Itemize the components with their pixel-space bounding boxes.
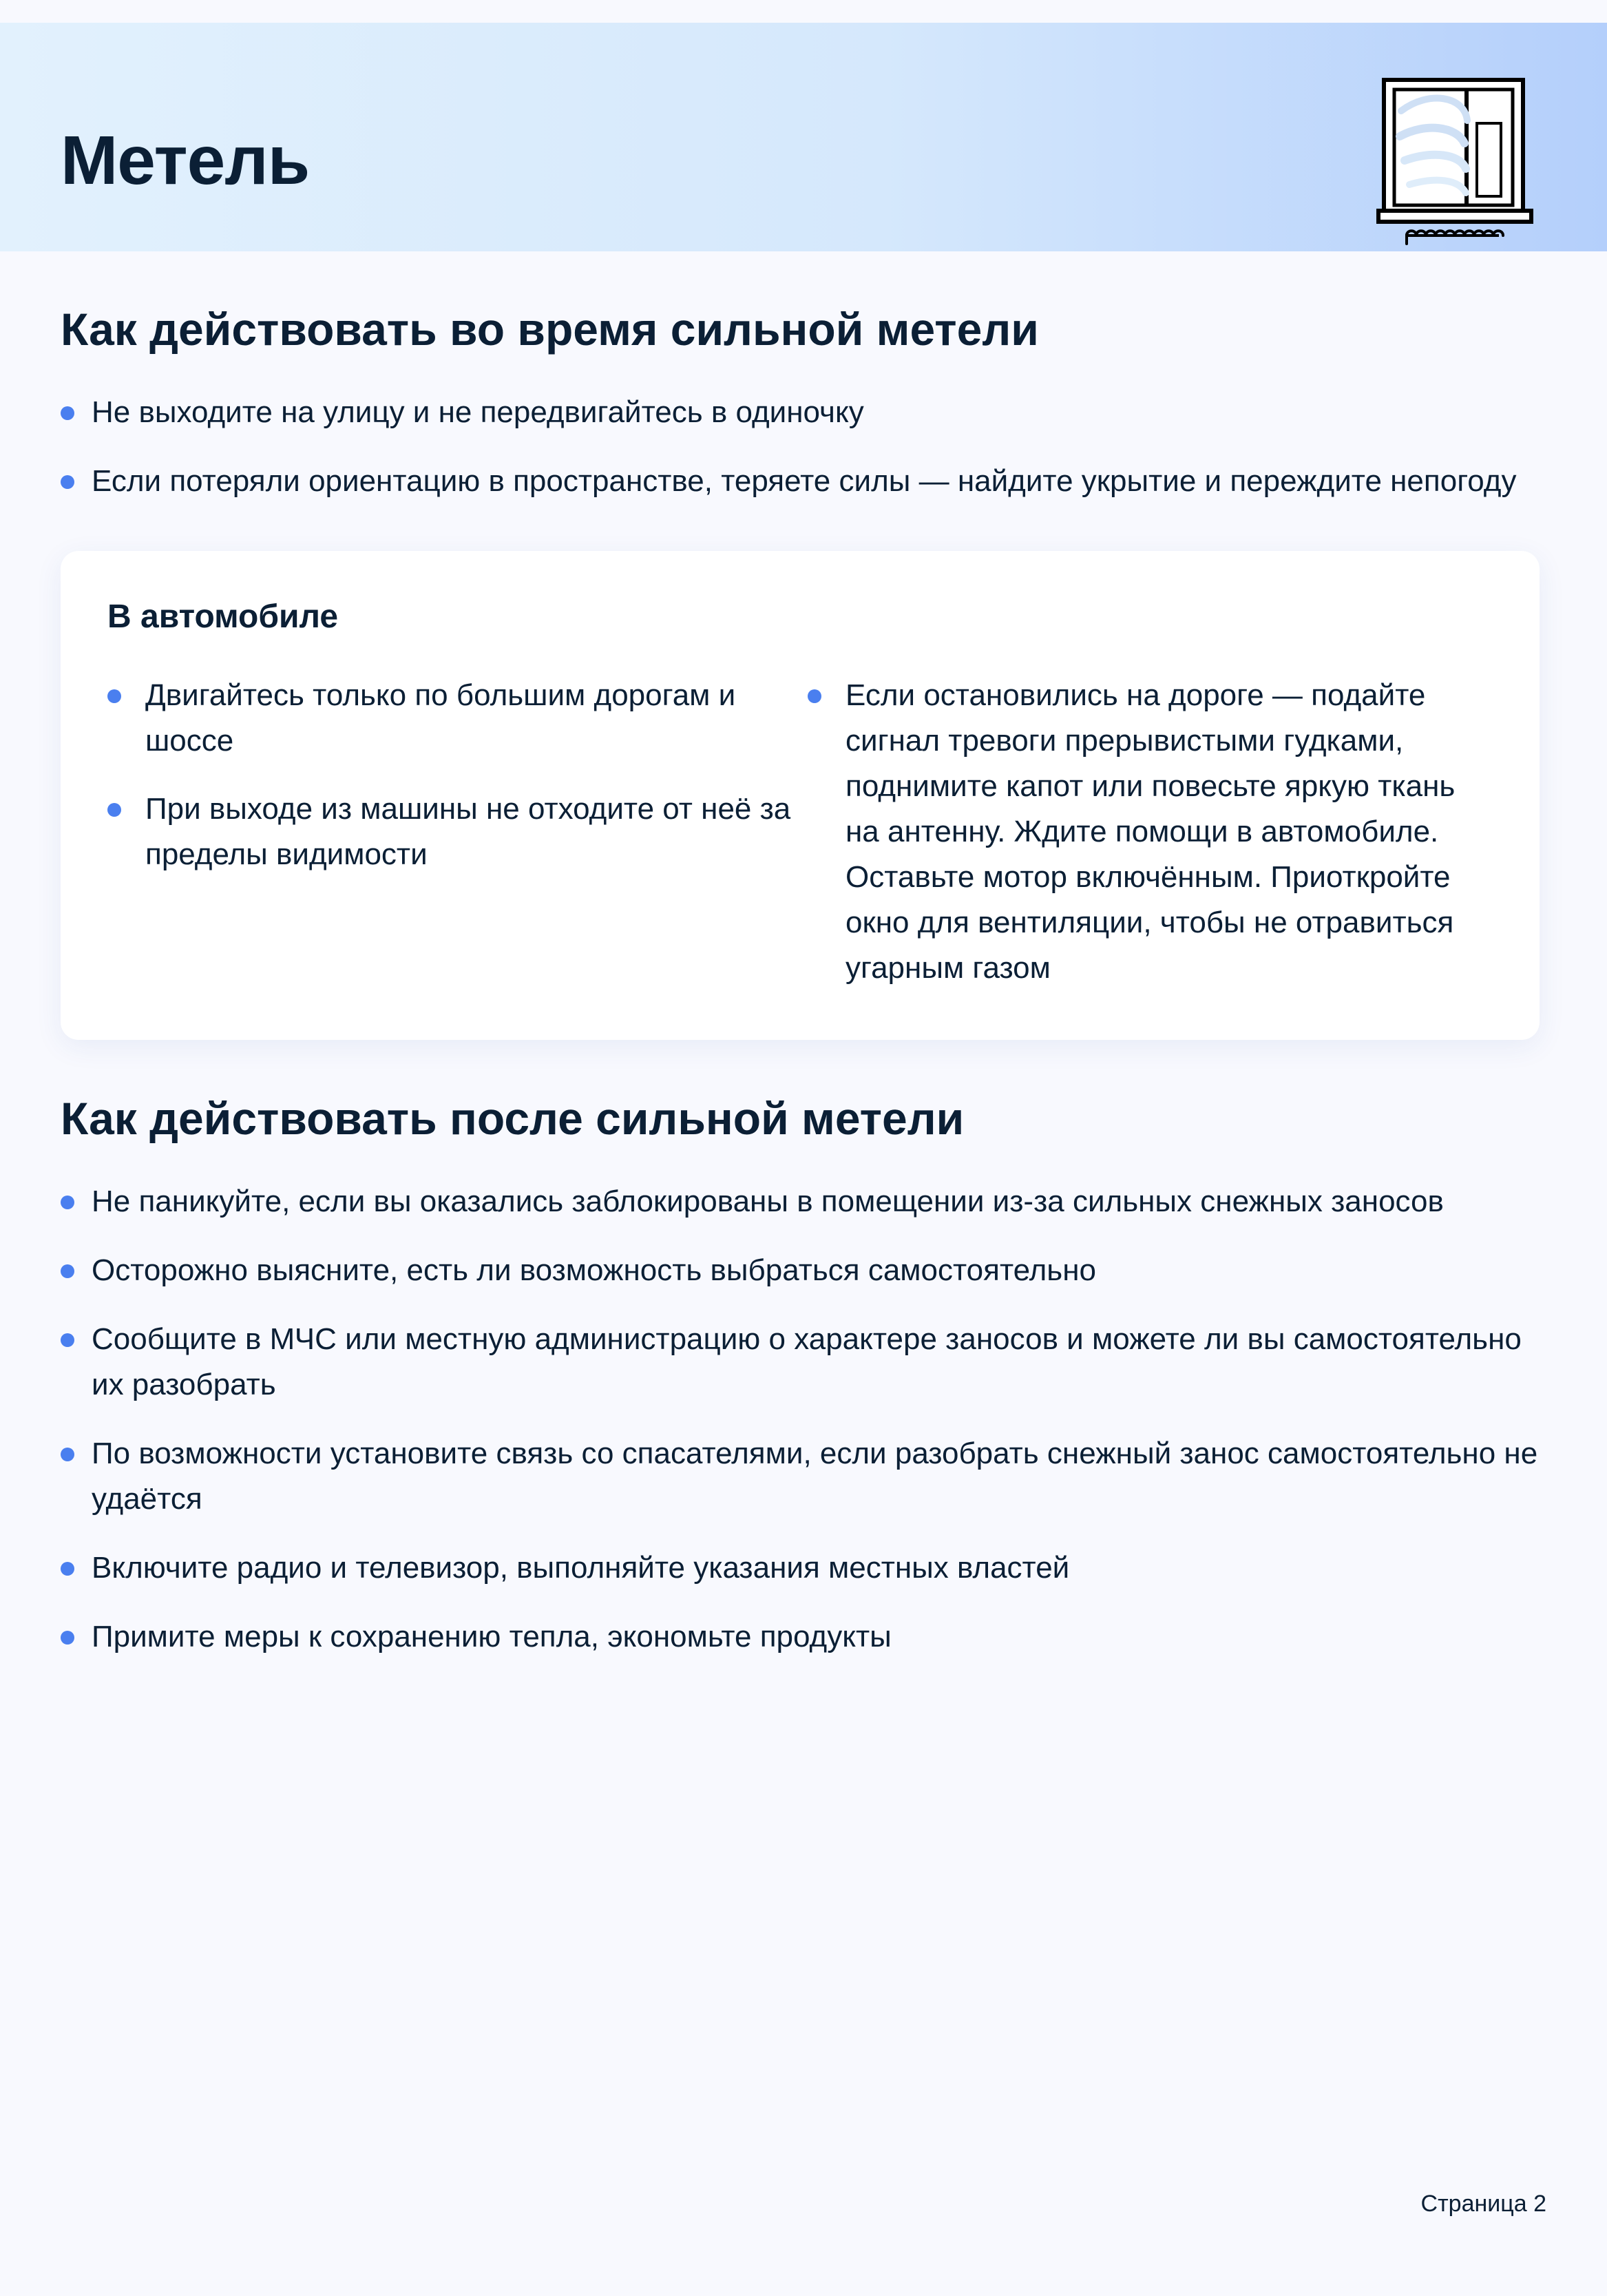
list-item-text: Сообщите в МЧС или местную администрацию о характере заносов и можете ли вы самостоятельно их разобрать [92,1322,1522,1401]
list-item-text: Примите меры к сохранению тепла, экономьте продукты [92,1620,892,1653]
list-item [61,1179,1555,1224]
bullet-dot-icon [808,689,821,703]
list-item [61,390,1555,435]
bullet-dot-icon [61,1631,74,1645]
list-item-text: Не паникуйте, если вы оказались заблокированы в помещении из-за сильных снежных заносов [92,1184,1444,1218]
car-advice-card [61,551,1540,1040]
list-item [107,673,796,764]
list-item [61,1248,1555,1293]
car-advice-left-list [107,673,796,900]
list-item-text: Не выходите на улицу и не передвигайтесь в одиночку [92,395,864,429]
list-item-text: Если остановились на дороге — подайте сигнал тревоги прерывистыми гудками, поднимите капот или повесьте яркую ткань на антенну. Ждите помощи в автомобиле. Оставьте мотор включённым. Приоткройте окно для вентиляции, чтобы не отравиться угарным газом [845,678,1456,985]
list-item [61,1317,1555,1408]
list-item [808,673,1496,991]
bullet-dot-icon [61,1562,74,1576]
car-advice-right-list [808,673,1496,1014]
bullet-dot-icon [61,1196,74,1209]
page-number: Страница 2 [1420,2191,1546,2217]
card-title: В автомобиле [107,598,339,635]
after-storm-list [61,1179,1555,1683]
list-item-text: Включите радио и телевизор, выполняйте указания местных властей [92,1551,1070,1585]
list-item-text: Двигайтесь только по большим дорогам и шоссе [145,678,736,758]
section-during-heading: Как действовать во время сильной метели [61,304,1039,355]
window-snowstorm-icon [1374,71,1539,257]
list-item-text: При выходе из машины не отходите от неё за пределы видимости [145,792,791,871]
page-header [0,23,1607,251]
bullet-dot-icon [107,803,121,817]
bullet-dot-icon [61,1264,74,1278]
list-item [107,786,796,877]
list-item-text: Если потеряли ориентацию в пространстве, теряете силы — найдите укрытие и переждите непогоду [92,464,1517,498]
bullet-dot-icon [61,406,74,420]
bullet-dot-icon [107,689,121,703]
list-item-text: По возможности установите связь со спасателями, если разобрать снежный занос самостоятельно не удаётся [92,1437,1538,1516]
list-item [61,1545,1555,1591]
list-item [61,1431,1555,1522]
list-item [61,1614,1555,1660]
bullet-dot-icon [61,1333,74,1347]
bullet-dot-icon [61,475,74,489]
bullet-dot-icon [61,1448,74,1461]
during-storm-list [61,390,1555,528]
list-item [61,459,1555,504]
section-after-heading: Как действовать после сильной метели [61,1093,965,1144]
list-item-text: Осторожно выясните, есть ли возможность выбраться самостоятельно [92,1253,1097,1287]
page-title: Метель [61,122,310,199]
